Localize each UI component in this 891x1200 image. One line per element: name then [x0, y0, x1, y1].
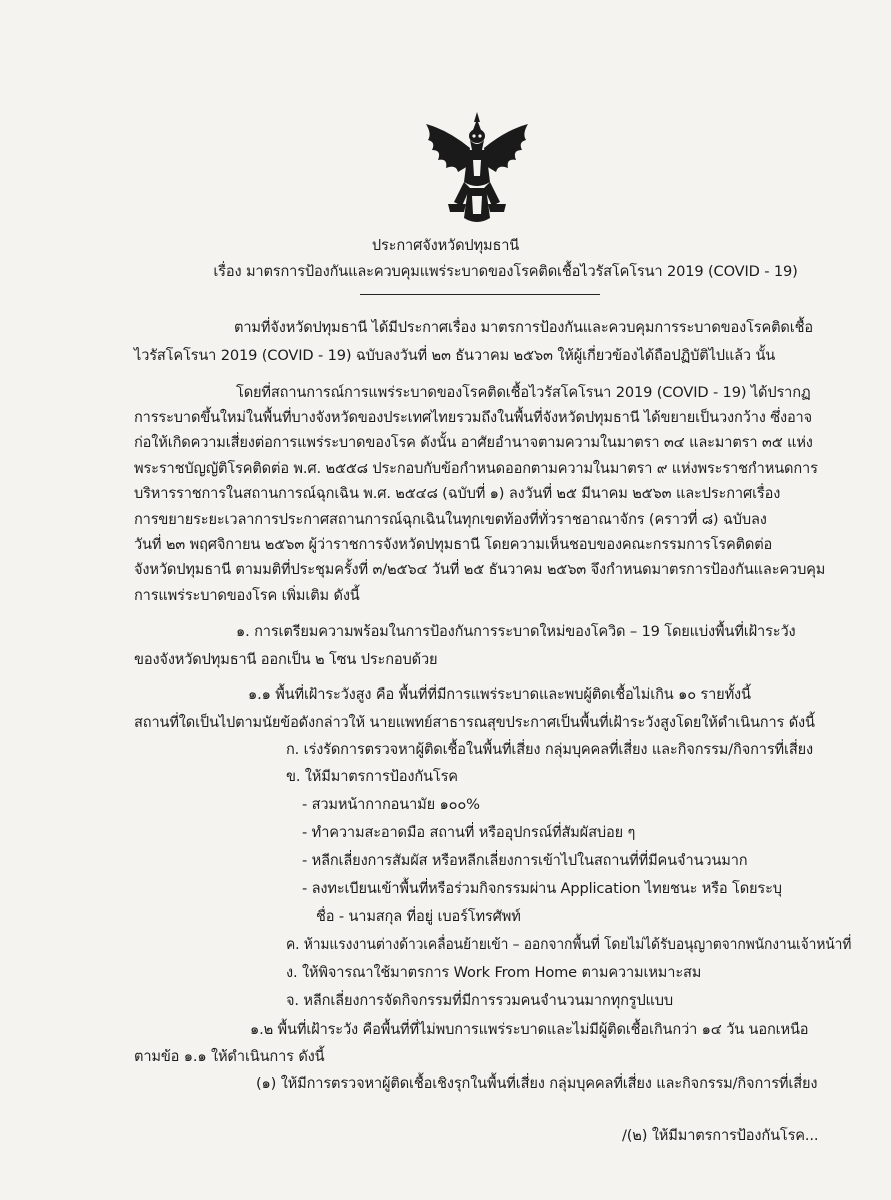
item1-1-line: ๑.๑ พื้นที่เฝ้าระวังสูง คือ พื้นที่ที่มีการแพร่ระบาดและพบผู้ติดเชื้อไม่เกิน ๑๐ รายทั้งนี้ — [248, 686, 751, 703]
item1-1-e: จ. หลีกเลี่ยงการจัดกิจกรรมที่มีการรวมคนจำนวนมากทุกรูปแบบ — [286, 992, 674, 1009]
title-divider — [360, 294, 600, 295]
para2-line: พระราชบัญญัติโรคติดต่อ พ.ศ. ๒๕๕๘ ประกอบกับข้อกำหนดออกตามความในมาตรา ๙ แห่งพระราชกำหนดการ — [134, 460, 818, 477]
para2-line: จังหวัดปทุมธานี ตามมติที่ประชุมครั้งที่ ๓/๒๕๖๔ วันที่ ๒๕ ธันวาคม ๒๕๖๓ จึงกำหนดมาตรการป้องกันและควบคุม — [134, 561, 826, 578]
announcement-title: ประกาศจังหวัดปทุมธานี — [371, 237, 520, 254]
item1-2-1: (๑) ให้มีการตรวจหาผู้ติดเชื้อเชิงรุกในพื้นที่เสี่ยง กลุ่มบุคคลที่เสี่ยง และกิจกรรม/กิจการที่เสี่ยง — [256, 1075, 818, 1092]
para2-line: วันที่ ๒๓ พฤศจิกายน ๒๕๖๓ ผู้ว่าราชการจังหวัดปทุมธานี โดยความเห็นชอบของคณะกรรมการโรคติดต่อ — [134, 536, 773, 553]
para2-line: การระบาดขึ้นใหม่ในพื้นที่บางจังหวัดของประเทศไทยรวมถึงในพื้นที่จังหวัดปทุมธานี ได้ขยายเป็นวงกว้าง ซึ่งอาจ — [134, 409, 813, 426]
item1-1-b: ข. ให้มีมาตรการป้องกันโรค — [286, 768, 458, 785]
para2-line: บริหารราชการในสถานการณ์ฉุกเฉิน พ.ศ. ๒๕๔๘ (ฉบับที่ ๑) ลงวันที่ ๒๕ มีนาคม ๒๕๖๓ และประกาศเรื่อง — [134, 485, 781, 502]
announcement-subject: เรื่อง มาตรการป้องกันและควบคุมแพร่ระบาดของโรคติดเชื้อไวรัสโคโรนา 2019 (COVID - 19) — [213, 263, 798, 280]
para2-line: การขยายระยะเวลาการประกาศสถานการณ์ฉุกเฉินในทุกเขตท้องที่ทั่วราชอาณาจักร (คราวที่ ๘) ฉบับลง — [134, 511, 767, 528]
bullet-item: - ลงทะเบียนเข้าพื้นที่หรือร่วมกิจกรรมผ่าน Application ไทยชนะ หรือ โดยระบุ — [302, 880, 782, 897]
para1-line: ตามที่จังหวัดปทุมธานี ได้มีประกาศเรื่อง มาตรการป้องกันและควบคุมการระบาดของโรคติดเชื้อ — [234, 319, 813, 336]
para2-line: ก่อให้เกิดความเสี่ยงต่อการแพร่ระบาดของโรค ดังนั้น อาศัยอำนาจตามความในมาตรา ๓๔ และมาตรา ๓๕ แห่ง — [134, 434, 813, 451]
para1-line: ไวรัสโคโรนา 2019 (COVID - 19) ฉบับลงวันที่ ๒๓ ธันวาคม ๒๕๖๓ ให้ผู้เกี่ยวข้องได้ถือปฏิบัติไปแล้ว นั้น — [134, 347, 776, 364]
next-page-marker: /(๒) ให้มีมาตรการป้องกันโรค... — [622, 1127, 819, 1144]
bullet-item: - หลีกเลี่ยงการสัมผัส หรือหลีกเลี่ยงการเข้าไปในสถานที่ที่มีคนจำนวนมาก — [302, 852, 748, 869]
item1-1-d: ง. ให้พิจารณาใช้มาตรการ Work From Home ตามความเหมาะสม — [286, 964, 702, 981]
bullet-item: - ทำความสะอาดมือ สถานที่ หรืออุปกรณ์ที่สัมผัสบ่อย ๆ — [302, 824, 636, 841]
bullet-item: - สวมหน้ากากอนามัย ๑๐๐% — [302, 796, 480, 813]
para2-line: การแพร่ระบาดของโรค เพิ่มเติม ดังนี้ — [134, 587, 360, 604]
item1-1-a: ก. เร่งรัดการตรวจหาผู้ติดเชื้อในพื้นที่เสี่ยง กลุ่มบุคคลที่เสี่ยง และกิจกรรม/กิจการที่เสี่ยง — [286, 741, 813, 758]
item1-2-line: ตามข้อ ๑.๑ ให้ดำเนินการ ดังนี้ — [134, 1048, 325, 1065]
item1-line: ๑. การเตรียมความพร้อมในการป้องกันการระบาดใหม่ของโควิด – 19 โดยแบ่งพื้นที่เฝ้าระวัง — [236, 623, 796, 640]
item1-1-line: สถานที่ใดเป็นไปตามนัยข้อดังกล่าวให้ นายแพทย์สาธารณสุขประกาศเป็นพื้นที่เฝ้าระวังสูงโดยให้ดำเนินการ ดังนี้ — [134, 714, 815, 731]
item1-1-c: ค. ห้ามแรงงานต่างด้าวเคลื่อนย้ายเข้า – ออกจากพื้นที่ โดยไม่ได้รับอนุญาตจากพนักงานเจ้าหน้าที่ — [286, 936, 852, 953]
para2-line: โดยที่สถานการณ์การแพร่ระบาดของโรคติดเชื้อไวรัสโคโรนา 2019 (COVID - 19) ได้ปรากฏ — [236, 384, 811, 401]
item1-2-line: ๑.๒ พื้นที่เฝ้าระวัง คือพื้นที่ที่ไม่พบการแพร่ระบาดและไม่มีผู้ติดเชื้อเกินกว่า ๑๔ วัน นอกเหนือ — [250, 1021, 809, 1038]
garuda-emblem-icon — [418, 110, 536, 230]
bullet-item-continued: ชื่อ - นามสกุล ที่อยู่ เบอร์โทรศัพท์ — [316, 908, 521, 925]
item1-line: ของจังหวัดปทุมธานี ออกเป็น ๒ โซน ประกอบด้วย — [134, 651, 438, 668]
